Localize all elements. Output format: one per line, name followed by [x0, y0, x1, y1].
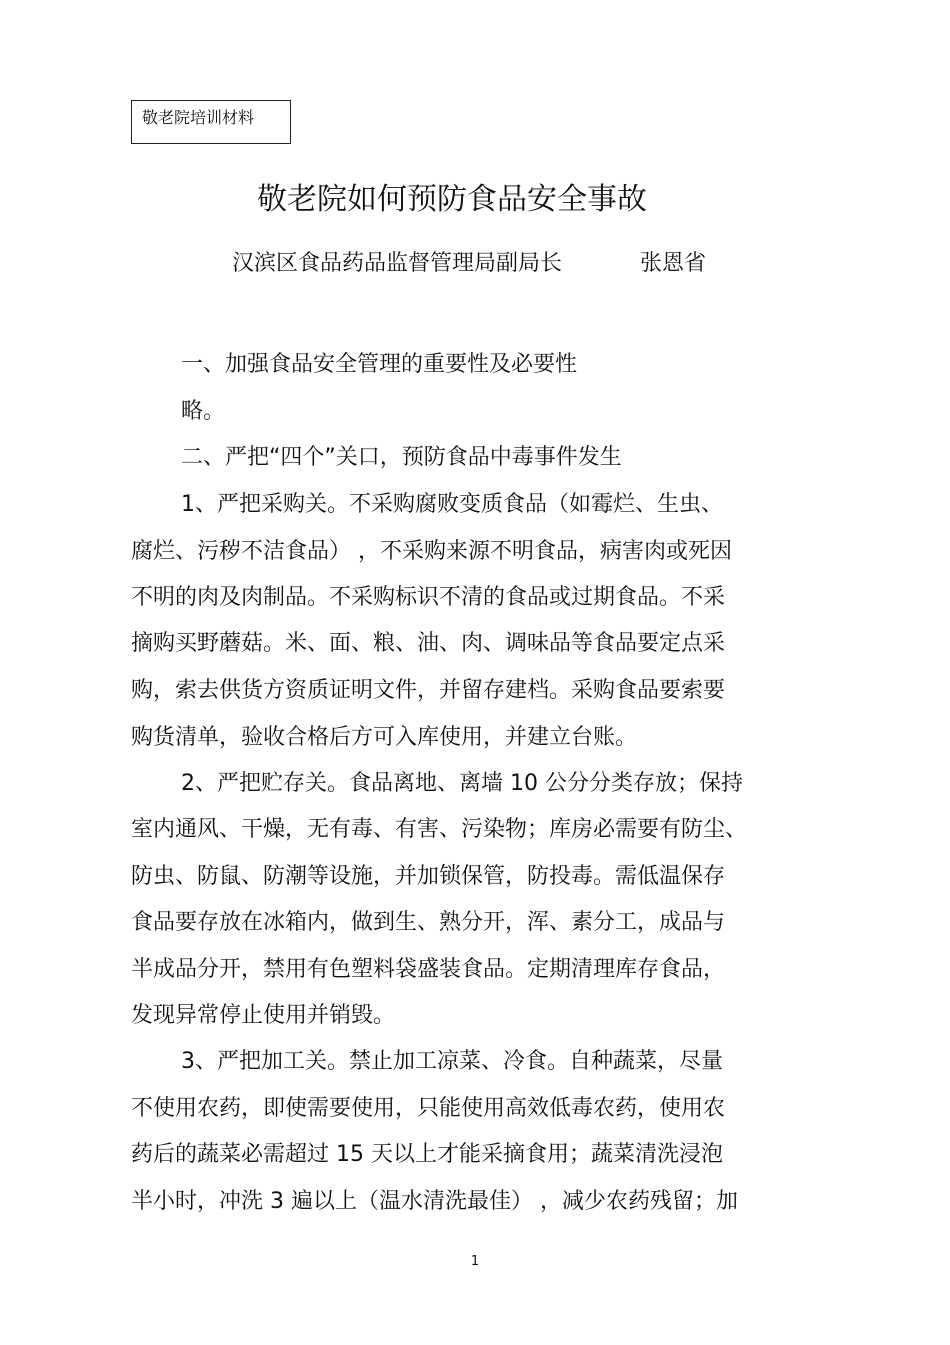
paragraph-line: 半成品分开，禁用有色塑料袋盛装食品。定期清理库存食品， [131, 957, 726, 982]
paragraph-line: 摘购买野蘑菇。米、面、粮、油、肉、调味品等食品要定点采 [131, 631, 726, 656]
paragraph-line: 防虫、防鼠、防潮等设施，并加锁保管，防投毒。需低温保存 [131, 864, 726, 889]
paragraph-line: 1、严把采购关。不采购腐败变质食品（如霉烂、生虫、 [181, 492, 723, 517]
paragraph-line: 3、严把加工关。禁止加工凉菜、冷食。自种蔬菜，尽量 [181, 1049, 723, 1074]
paragraph-line: 不明的肉及肉制品。不采购标识不清的食品或过期食品。不采 [131, 585, 726, 610]
paragraph-line: 发现异常停止使用并销毁。 [131, 1003, 396, 1028]
paragraph-line: 购货清单，验收合格后方可入库使用，并建立台账。 [131, 725, 638, 750]
paragraph-line: 略。 [181, 399, 226, 424]
document-title: 敬老院如何预防食品安全事故 [257, 182, 647, 217]
paragraph-line: 半小时，冲洗 3 遍以上（温水清洗最佳） ，减少农药残留；加 [131, 1189, 738, 1214]
paragraph-line: 不使用农药，即使需要使用，只能使用高效低毒农药，使用农 [131, 1096, 726, 1121]
paragraph-line: 腐烂、污秽不洁食品） ，不采购来源不明食品，病害肉或死因 [131, 539, 732, 564]
paragraph-line: 室内通风、干燥，无有毒、有害、污染物；库房必需要有防尘、 [131, 817, 748, 842]
section-heading-2: 二、严把“四个”关口，预防食品中毒事件发生 [181, 445, 622, 470]
paragraph-line: 食品要存放在冰箱内，做到生、熟分开，浑、素分工，成品与 [131, 910, 726, 935]
section-heading-1: 一、加强食品安全管理的重要性及必要性 [181, 352, 578, 377]
author-line [232, 248, 707, 280]
paragraph-line: 药后的蔬菜必需超过 15 天以上才能采摘食用；蔬菜清洗浸泡 [131, 1142, 723, 1167]
author-name: 张恩省 [640, 251, 707, 276]
material-label-box: 敬老院培训材料 [131, 100, 291, 144]
paragraph-line: 2、严把贮存关。食品离地、离墙 10 公分分类存放；保持 [181, 771, 743, 796]
author-position: 汉滨区食品药品监督管理局副局长 [232, 251, 563, 276]
page-number: 1 [470, 1254, 480, 1269]
paragraph-line: 购，索去供货方资质证明文件，并留存建档。采购食品要索要 [131, 678, 726, 703]
